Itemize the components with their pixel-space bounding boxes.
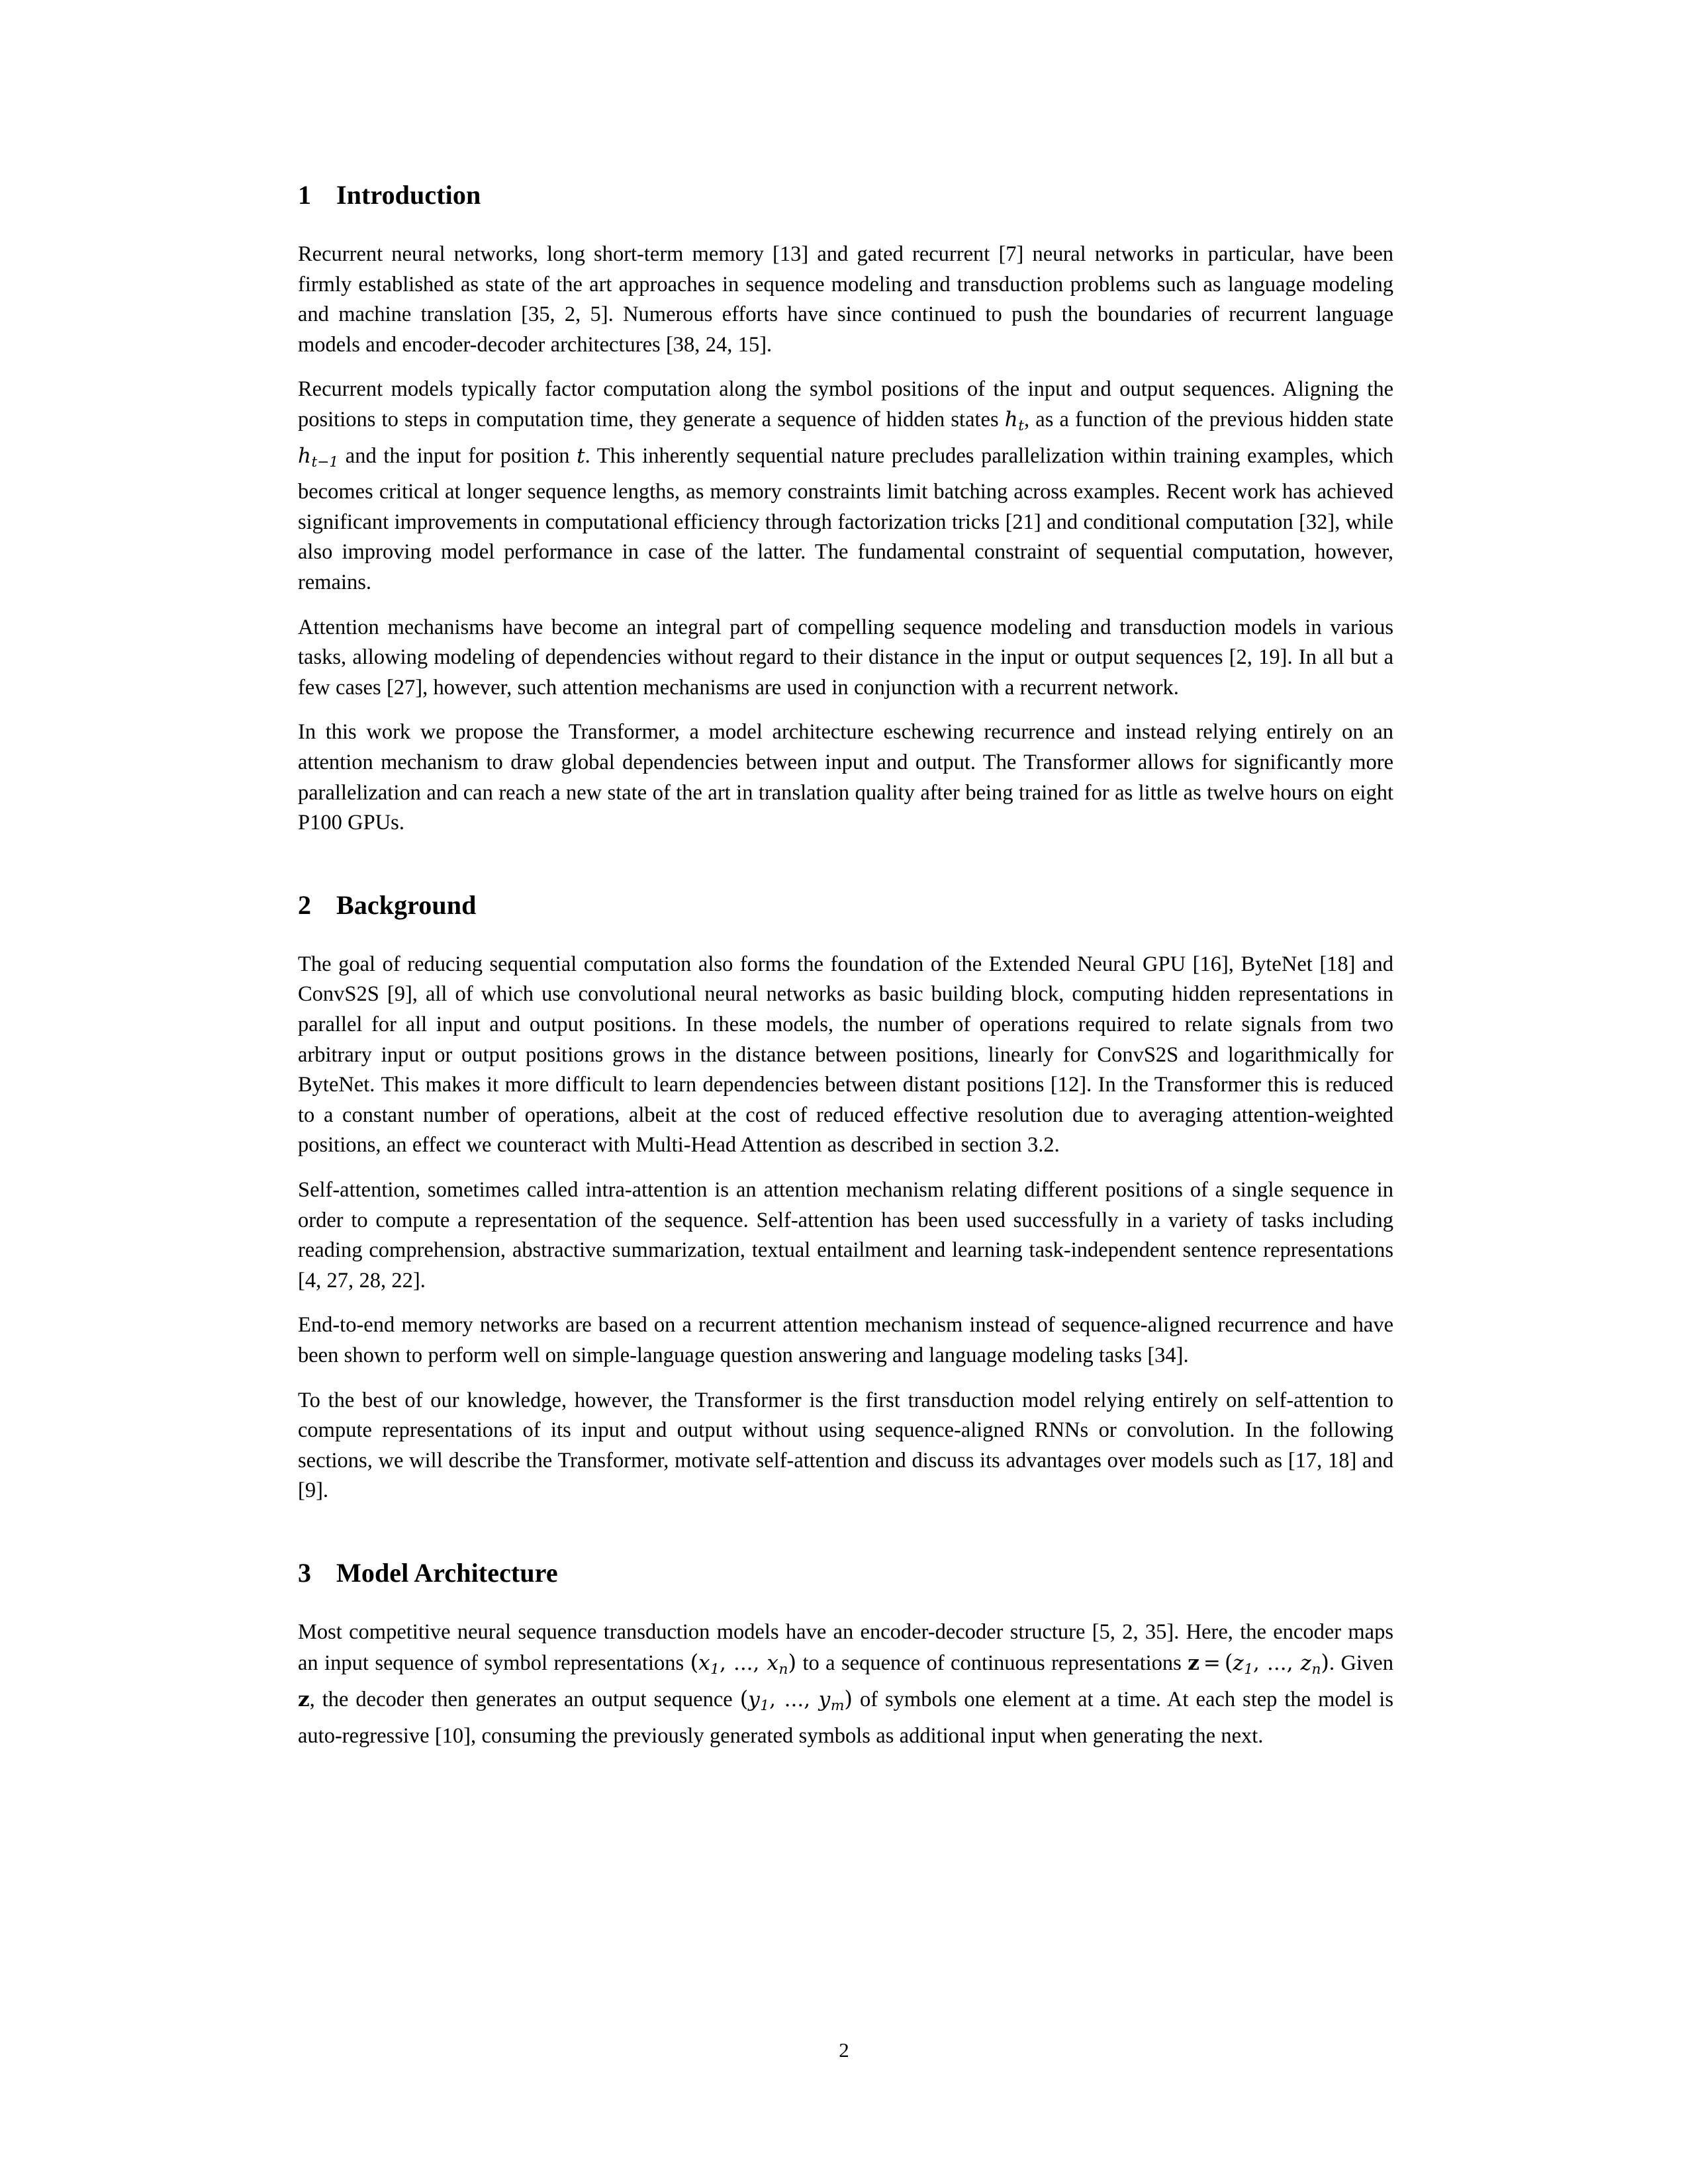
paragraph-text-fragment: , the decoder then generates an output sequence	[309, 1688, 740, 1712]
paragraph-text-fragment: Recurrent models typically factor computation along the symbol positions of the input and output sequences. Aligning the positions to steps in computation time, they generate a sequence of hidden states	[298, 377, 1393, 432]
section-title: Model Architecture	[336, 1557, 558, 1588]
page-content	[298, 180, 1393, 1751]
math-bold-z: z	[1188, 1651, 1199, 1675]
paragraph-intro-1: Recurrent neural networks, long short-term memory [13] and gated recurrent [7] neural networks in particular, have been firmly established as state of the art approaches in sequence modeling and transduction problems such as language modeling and machine translation [35, 2, 5]. Numerous efforts have since continued to push the boundaries of recurrent language models and encoder-decoder architectures [38, 24, 15].	[298, 242, 1393, 357]
math-t: t	[577, 443, 585, 468]
section-number: 1	[298, 180, 312, 210]
paragraph-text-fragment: , as a function of the previous hidden state	[1023, 407, 1393, 432]
paragraph-text-fragment: Most competitive neural sequence transduction models have an encoder-decoder structure [5, 2, 35]. Here, the encoder maps an input sequence of symbol representations	[298, 1619, 1393, 1675]
paragraph-background-3: End-to-end memory networks are based on a recurrent attention mechanism instead of sequence-aligned recurrence and have been shown to perform well on simple-language question answering and language modeling tasks [34].	[298, 1313, 1393, 1367]
paragraph-intro-2	[298, 375, 1393, 598]
section-title: Introduction	[336, 180, 481, 210]
math-bold-z-reference: z	[298, 1688, 310, 1712]
math-z-definition: = ($z_1$, ..., $z_n$)	[1203, 1649, 1329, 1678]
paragraph-intro-3: Attention mechanisms have become an integral part of compelling sequence modeling and transduction models in various tasks, allowing modeling of dependencies without regard to their distance in the input or output sequences [2, 19]. In all but a few cases [27], however, such attention mechanisms are used in conjunction with a recurrent network.	[298, 615, 1393, 700]
paragraph-text-fragment: . Given	[1329, 1651, 1393, 1675]
math-y-sequence: ($y_1$, ..., $y_m$)	[739, 1686, 853, 1715]
section-title: Background	[336, 889, 477, 920]
section-heading-model-architecture	[298, 1558, 1393, 1588]
paragraph-background-2: Self-attention, sometimes called intra-attention is an attention mechanism relating different positions of a single sequence in order to compute a representation of the sequence. Self-attention has been used successfully in a variety of tasks including reading comprehension, abstractive summarization, textual entailment and learning task-independent sentence representations [4, 27, 28, 22].	[298, 1177, 1393, 1293]
section-heading-introduction	[298, 180, 1393, 210]
paragraph-text-fragment: to a sequence of continuous representations	[796, 1651, 1188, 1675]
paragraph-background-4: To the best of our knowledge, however, the Transformer is the first transduction model relying entirely on self-attention to compute representations of its input and output without using sequence-aligned RNNs or convolution. In the following sections, we will describe the Transformer, motivate self-attention and discuss its advantages over models such as [17, 18] and [9].	[298, 1388, 1393, 1503]
section-heading-background	[298, 890, 1393, 921]
paragraph-text-fragment: of symbols one element at a time. At each step the model is auto-regressive [10], consuming the previously generated symbols as additional input when generating the next.	[298, 1688, 1393, 1748]
math-h-sub-t-minus-1: $h_{t-1}$	[298, 443, 339, 471]
paragraph-model-architecture-1	[298, 1617, 1393, 1752]
math-x-sequence: ($x_1$, ..., $x_n$)	[690, 1649, 797, 1678]
section-number: 3	[298, 1557, 312, 1588]
math-h-sub-t: $h_t$	[1004, 407, 1024, 435]
paragraph-text-fragment: and the input for position	[338, 443, 577, 468]
paragraph-background-1: The goal of reducing sequential computation also forms the foundation of the Extended Neural GPU [16], ByteNet [18] and ConvS2S [9], all of which use convolutional neural networks as basic building block, computing hidden representations in parallel for all input and output positions. In these models, the number of operations required to relate signals from two arbitrary input or output positions grows in the distance between positions, linearly for ConvS2S and logarithmically for ByteNet. This makes it more difficult to learn dependencies between distant positions [12]. In the Transformer this is reduced to a constant number of operations, albeit at the cost of reduced effective resolution due to averaging attention-weighted positions, an effect we counteract with Multi-Head Attention as described in section 3.2.	[298, 952, 1393, 1158]
section-number: 2	[298, 889, 312, 920]
paragraph-text-fragment: . This inherently sequential nature precludes parallelization within training examples, which becomes critical at longer sequence lengths, as memory constraints limit batching across examples. Recent work has achieved significant improvements in computational efficiency through factorization tricks [21] and conditional computation [32], while also improving model performance in case of the latter. The fundamental constraint of sequential computation, however, remains.	[298, 443, 1393, 595]
page-number: 2	[839, 2038, 849, 2062]
paragraph-intro-4: In this work we propose the Transformer, a model architecture eschewing recurrence and instead relying entirely on an attention mechanism to draw global dependencies between input and output. The Transformer allows for significantly more parallelization and can reach a new state of the art in translation quality after being trained for as little as twelve hours on eight P100 GPUs.	[298, 720, 1393, 835]
